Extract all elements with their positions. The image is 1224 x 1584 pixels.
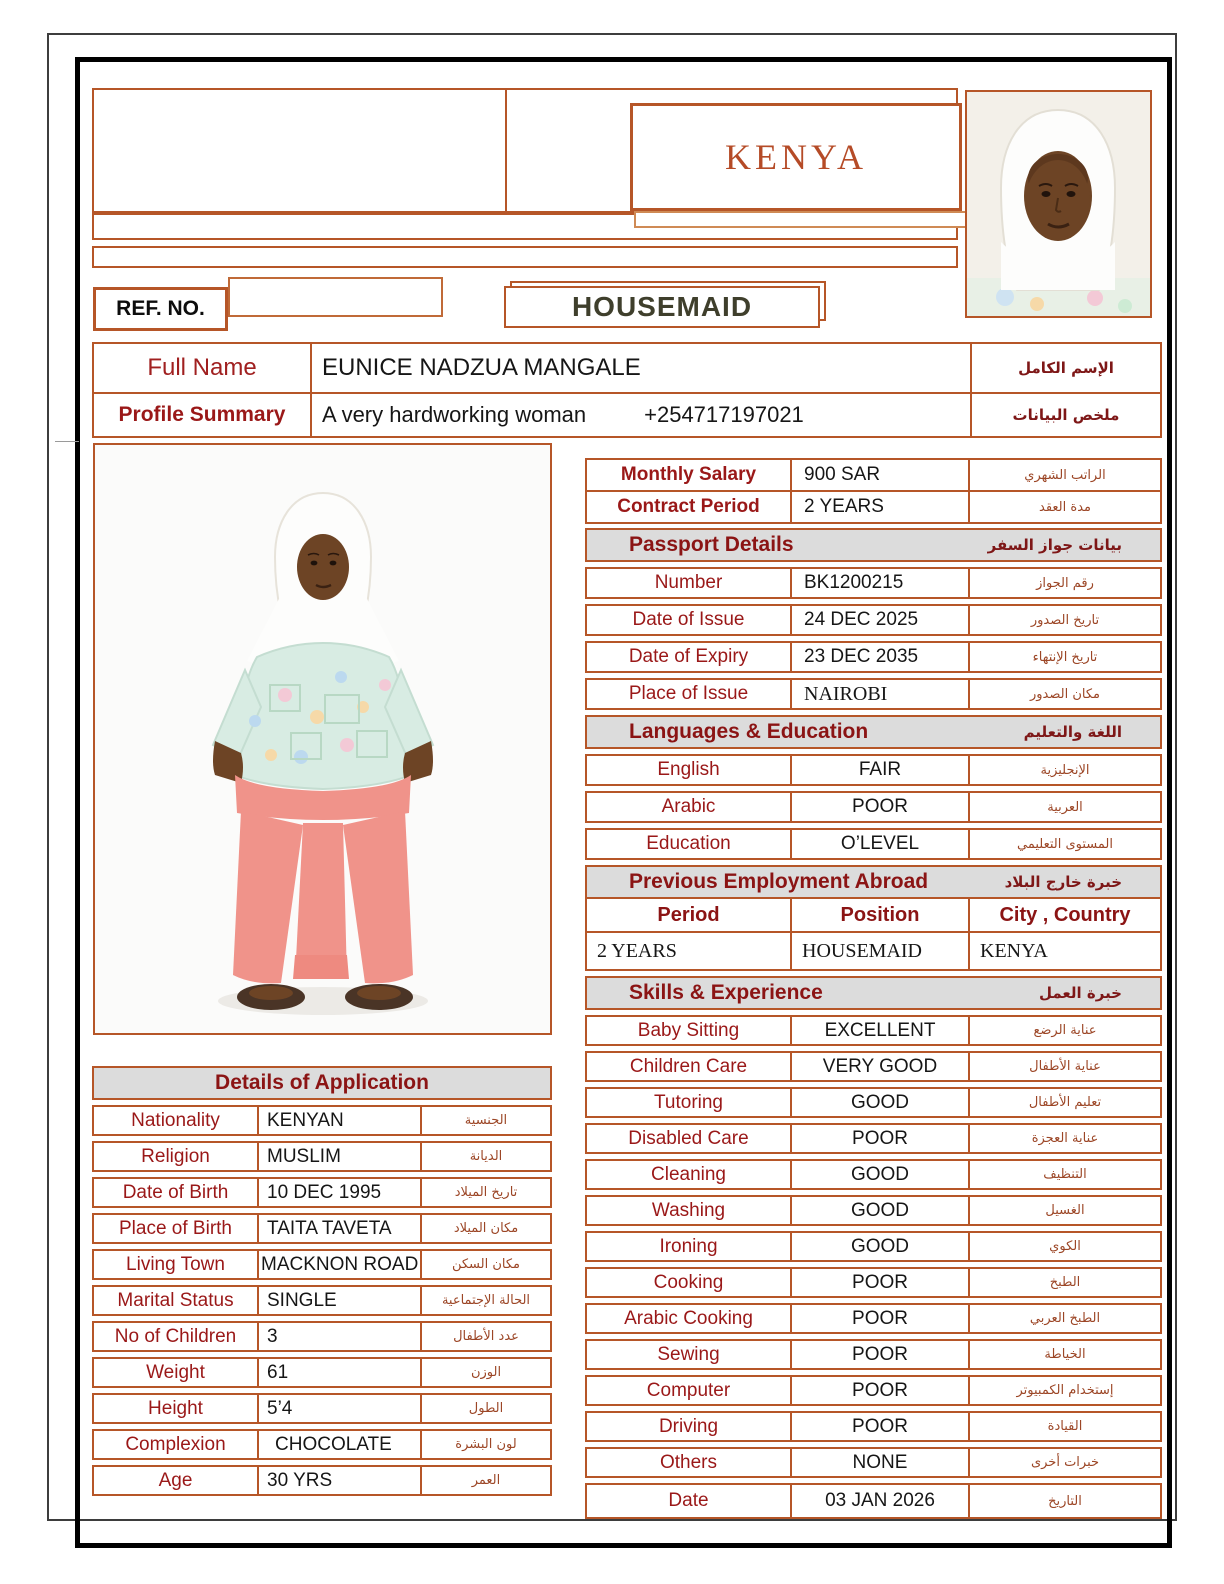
marital-status-arabic: الحالة الإجتماعية	[441, 1293, 531, 1308]
skills-section-title: Skills & Experience	[629, 981, 823, 1004]
education-row	[585, 828, 1162, 860]
monthly-salary-value: 900 SAR	[790, 460, 970, 490]
others-arabic: خبرات أخرى	[1030, 1455, 1100, 1470]
employment-position-column: Position	[790, 899, 970, 931]
nationality-label: Nationality	[131, 1109, 220, 1131]
details-section-title: Details of Application	[215, 1071, 429, 1094]
others-row	[585, 1447, 1162, 1478]
nationality-arabic: الجنسية	[464, 1113, 508, 1128]
driving-value: POOR	[790, 1413, 970, 1440]
full-name-row	[92, 342, 1162, 394]
height-arabic: الطول	[468, 1401, 504, 1416]
cleaning-arabic: التنظيف	[1043, 1167, 1087, 1182]
children-care-value: VERY GOOD	[790, 1053, 970, 1080]
employment-position-value: HOUSEMAID	[790, 933, 970, 969]
age-label: Age	[158, 1469, 193, 1491]
identity-table	[92, 342, 1162, 438]
place-of-issue-label: Place of Issue	[628, 683, 749, 704]
computer-row	[585, 1375, 1162, 1406]
position-title: HOUSEMAID	[571, 291, 753, 322]
position-title-box	[504, 286, 820, 328]
languages-section-title: Languages & Education	[629, 720, 869, 743]
full-name-value: EUNICE NADZUA MANGALE	[310, 344, 972, 392]
full-body-photo-graphic	[95, 445, 550, 1033]
washing-label: Washing	[651, 1199, 726, 1221]
others-value: NONE	[790, 1449, 970, 1476]
education-label: Education	[646, 833, 731, 854]
profile-summary-text: A very hardworking woman	[322, 402, 587, 427]
english-row	[585, 754, 1162, 786]
full-name-arabic: الإسم الكامل	[1018, 359, 1114, 377]
employment-section-header	[585, 865, 1162, 899]
passport-photo-graphic	[967, 92, 1150, 316]
baby-sitting-label: Baby Sitting	[637, 1019, 740, 1041]
religion-row	[92, 1141, 552, 1172]
baby-sitting-value: EXCELLENT	[790, 1017, 970, 1044]
arabic-label: Arabic	[661, 796, 716, 817]
no-of-children-value: 3	[257, 1323, 422, 1350]
arabic-cooking-row	[585, 1303, 1162, 1334]
employment-section-title-arabic: خبرة خارج البلاد	[1004, 873, 1122, 891]
passport-number-row	[585, 567, 1162, 599]
cooking-label: Cooking	[653, 1271, 724, 1293]
marital-status-value: SINGLE	[257, 1287, 422, 1314]
place-of-birth-row	[92, 1213, 552, 1244]
living-town-arabic: مكان السكن	[451, 1257, 521, 1272]
place-of-issue-arabic: مكان الصدور	[1029, 686, 1100, 702]
tutoring-arabic: تعليم الأطفال	[1028, 1095, 1102, 1110]
computer-label: Computer	[646, 1379, 731, 1401]
ref-number-value-box	[228, 277, 443, 317]
monthly-salary-row	[585, 458, 1162, 492]
english-value: FAIR	[790, 756, 970, 784]
skills-section-header	[585, 976, 1162, 1010]
passport-number-value: BK1200215	[790, 569, 970, 597]
age-value: 30 YRS	[257, 1467, 422, 1494]
driving-label: Driving	[658, 1415, 719, 1437]
height-value: 5’4	[257, 1395, 422, 1422]
religion-label: Religion	[141, 1145, 210, 1167]
contract-period-row	[585, 490, 1162, 524]
cooking-row	[585, 1267, 1162, 1298]
english-arabic: الإنجليزية	[1040, 762, 1090, 778]
computer-value: POOR	[790, 1377, 970, 1404]
age-arabic: العمر	[471, 1473, 501, 1488]
date-arabic: التاريخ	[1048, 1493, 1082, 1509]
no-of-children-row	[92, 1321, 552, 1352]
ironing-value: GOOD	[790, 1233, 970, 1260]
disabled-care-row	[585, 1123, 1162, 1154]
country-title-substrip	[634, 211, 968, 228]
driving-arabic: القيادة	[1047, 1419, 1083, 1434]
details-section-header	[92, 1066, 552, 1100]
contract-period-label: Contract Period	[617, 496, 760, 517]
no-of-children-arabic: عدد الأطفال	[453, 1329, 519, 1344]
full-name-label: Full Name	[147, 354, 257, 381]
ref-number-label: REF. NO.	[116, 297, 205, 320]
employment-period-value: 2 YEARS	[597, 939, 677, 962]
date-of-issue-value: 24 DEC 2025	[790, 606, 970, 634]
weight-row	[92, 1357, 552, 1388]
passport-section-title: Passport Details	[629, 533, 794, 556]
profile-summary-label: Profile Summary	[118, 403, 286, 426]
age-row	[92, 1465, 552, 1496]
cleaning-value: GOOD	[790, 1161, 970, 1188]
date-of-issue-row	[585, 604, 1162, 636]
header-logo-divider	[505, 90, 507, 211]
tutoring-value: GOOD	[790, 1089, 970, 1116]
complexion-row	[92, 1429, 552, 1460]
living-town-label: Living Town	[126, 1253, 225, 1275]
passport-number-arabic: رقم الجواز	[1036, 575, 1094, 591]
arabic-cooking-label: Arabic Cooking	[624, 1307, 753, 1329]
cleaning-label: Cleaning	[651, 1163, 726, 1185]
place-of-issue-value: NAIROBI	[790, 680, 970, 708]
marital-status-row	[92, 1285, 552, 1316]
children-care-row	[585, 1051, 1162, 1082]
date-of-birth-row	[92, 1177, 552, 1208]
living-town-value: MACKNON ROAD	[257, 1251, 422, 1278]
washing-value: GOOD	[790, 1197, 970, 1224]
education-value: O’LEVEL	[790, 830, 970, 858]
education-arabic: المستوى التعليمي	[1017, 836, 1113, 852]
place-of-birth-label: Place of Birth	[119, 1217, 232, 1239]
date-of-birth-arabic: تاريخ الميلاد	[454, 1185, 518, 1200]
passport-number-label: Number	[654, 572, 723, 593]
contract-period-arabic: مدة العقد	[1039, 499, 1091, 515]
washing-arabic: الغسيل	[1045, 1203, 1085, 1218]
scan-artifact	[55, 441, 79, 447]
tutoring-row	[585, 1087, 1162, 1118]
no-of-children-label: No of Children	[114, 1325, 237, 1347]
washing-row	[585, 1195, 1162, 1226]
full-name-arabic-cell	[972, 344, 1160, 392]
complexion-value: CHOCOLATE	[257, 1431, 422, 1458]
religion-arabic: الديانة	[469, 1149, 503, 1164]
monthly-salary-arabic: الراتب الشهري	[1024, 467, 1106, 483]
details-of-application-table	[92, 1066, 552, 1496]
employment-columns-row	[585, 897, 1162, 933]
right-details-table	[585, 458, 1162, 1519]
cleaning-row	[585, 1159, 1162, 1190]
languages-section-header	[585, 715, 1162, 749]
disabled-care-label: Disabled Care	[628, 1127, 749, 1149]
tutoring-label: Tutoring	[654, 1091, 723, 1113]
sewing-value: POOR	[790, 1341, 970, 1368]
date-row	[585, 1483, 1162, 1519]
profile-phone-number: +254717197021	[644, 402, 804, 427]
arabic-row	[585, 791, 1162, 823]
arabic-cooking-arabic: الطبخ العربي	[1029, 1311, 1101, 1326]
ironing-row	[585, 1231, 1162, 1262]
date-of-birth-value: 10 DEC 1995	[257, 1179, 422, 1206]
disabled-care-arabic: عناية العجزة	[1031, 1131, 1099, 1146]
arabic-cooking-value: POOR	[790, 1305, 970, 1332]
date-of-expiry-value: 23 DEC 2035	[790, 643, 970, 671]
children-care-label: Children Care	[629, 1055, 748, 1077]
country-title-box	[630, 103, 962, 211]
baby-sitting-arabic: عناية الرضع	[1033, 1023, 1097, 1038]
english-label: English	[657, 759, 720, 780]
employment-period-column: Period	[657, 903, 720, 926]
date-of-expiry-row	[585, 641, 1162, 673]
complexion-label: Complexion	[125, 1433, 226, 1455]
date-value: 03 JAN 2026	[790, 1485, 970, 1517]
contract-period-value: 2 YEARS	[790, 492, 970, 522]
employment-data-row	[585, 931, 1162, 971]
cooking-arabic: الطبخ	[1049, 1275, 1081, 1290]
height-row	[92, 1393, 552, 1424]
employment-city-value: KENYA	[980, 939, 1048, 962]
living-town-row	[92, 1249, 552, 1280]
applicant-full-body-photo	[93, 443, 552, 1035]
skills-section-title-arabic: خبرة العمل	[1038, 984, 1122, 1002]
place-of-birth-value: TAITA TAVETA	[257, 1215, 422, 1242]
marital-status-label: Marital Status	[117, 1289, 234, 1311]
header-strip-2	[92, 246, 958, 268]
computer-arabic: إستخدام الكمبيوتر	[1016, 1383, 1114, 1398]
cooking-value: POOR	[790, 1269, 970, 1296]
arabic-value: POOR	[790, 793, 970, 821]
profile-summary-value-cell	[310, 394, 972, 436]
arabic-arabic: العربية	[1047, 799, 1083, 815]
sewing-row	[585, 1339, 1162, 1370]
weight-value: 61	[257, 1359, 422, 1386]
nationality-row	[92, 1105, 552, 1136]
passport-section-title-arabic: بيانات جواز السفر	[987, 536, 1122, 554]
profile-summary-arabic: ملخص البيانات	[1012, 406, 1120, 424]
baby-sitting-row	[585, 1015, 1162, 1046]
date-of-issue-arabic: تاريخ الصدور	[1030, 612, 1100, 628]
religion-value: MUSLIM	[257, 1143, 422, 1170]
nationality-value: KENYAN	[257, 1107, 422, 1134]
applicant-passport-photo	[965, 90, 1152, 318]
monthly-salary-label: Monthly Salary	[620, 464, 757, 485]
ironing-arabic: الكوي	[1049, 1239, 1081, 1254]
weight-label: Weight	[146, 1361, 205, 1383]
others-label: Others	[659, 1451, 718, 1473]
profile-summary-row	[92, 392, 1162, 438]
place-of-issue-row	[585, 678, 1162, 710]
children-care-arabic: عناية الأطفال	[1029, 1059, 1101, 1074]
driving-row	[585, 1411, 1162, 1442]
date-of-expiry-arabic: تاريخ الإنتهاء	[1032, 649, 1098, 665]
country-title: KENYA	[725, 137, 867, 177]
languages-section-title-arabic: اللغة والتعليم	[1023, 723, 1122, 741]
date-label: Date	[668, 1490, 709, 1511]
weight-arabic: الوزن	[470, 1365, 502, 1380]
passport-section-header	[585, 528, 1162, 562]
date-of-birth-label: Date of Birth	[122, 1181, 229, 1203]
date-of-issue-label: Date of Issue	[632, 609, 745, 630]
disabled-care-value: POOR	[790, 1125, 970, 1152]
ref-number-label-box	[93, 287, 228, 331]
sewing-arabic: الخياطة	[1044, 1347, 1086, 1362]
employment-city-column: City , Country	[999, 903, 1131, 926]
sewing-label: Sewing	[657, 1343, 720, 1365]
complexion-arabic: لون البشرة	[455, 1437, 517, 1452]
date-of-expiry-label: Date of Expiry	[628, 646, 749, 667]
height-label: Height	[148, 1397, 203, 1419]
employment-section-title: Previous Employment Abroad	[629, 870, 929, 893]
place-of-birth-arabic: مكان الميلاد	[453, 1221, 519, 1236]
ironing-label: Ironing	[659, 1235, 718, 1257]
profile-summary-arabic-cell	[972, 394, 1160, 436]
